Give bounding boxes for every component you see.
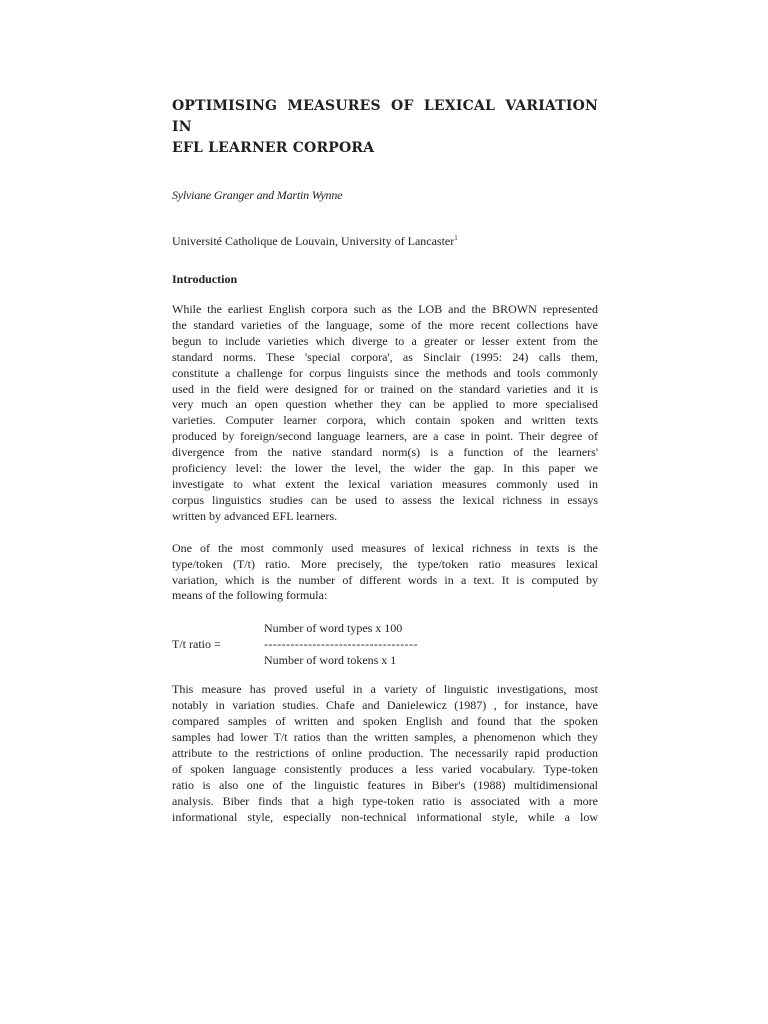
text-line: attribute to the restrictions of online production. The necessarily rapid production [172,745,598,760]
text-line: the standard varieties of the language, some of the more recent collections have [172,317,598,332]
text-line: ratio is also one of the linguistic features in Biber's (1988) multidimensional [172,777,598,792]
text-line: This measure has proved useful in a variety of linguistic investigations, most [172,682,598,697]
text-line: proficiency level: the lower the level, the wider the gap. In this paper we [172,461,598,476]
paragraph-1 [172,302,598,525]
text-line: investigate to what extent the lexical variation measures commonly used in [172,476,598,491]
text-line: While the earliest English corpora such as the LOB and the BROWN represented [172,302,598,316]
text-line: varieties. Computer learner corpora, which contain spoken and written texts [172,413,598,428]
paper-page [172,96,598,841]
formula-numerator: Number of word types x 100 [264,621,403,636]
text-line: very much an open question whether they can be applied to more specialised [172,397,598,412]
footnote-mark: 1 [454,234,458,242]
text-line: One of the most commonly used measures of lexical richness in texts is the [172,540,598,555]
author-list: Sylviane Granger and Martin Wynne [172,188,343,202]
text-line: compared samples of written and spoken English and found that the spoken [172,714,598,729]
text-line: corpus linguistics studies can be used to assess the lexical richness in essays [172,492,598,507]
tt-ratio-formula [172,620,598,668]
section-heading-introduction: Introduction [172,272,238,286]
text-line: begun to include varieties which diverge to a greater or lesser extent from the [172,333,598,348]
text-line: of spoken language consistently produces a less varied vocabulary. Type-token [172,761,598,776]
affiliation [172,233,598,249]
text-line: informational style, especially non-technical informational style, while a low [172,809,598,824]
paragraph-3 [172,682,598,825]
paper-title-line-2: EFL LEARNER CORPORA [172,140,375,156]
text-line: standard norms. These 'special corpora', as Sinclair (1995: 24) calls them, [172,349,598,364]
text-line: analysis. Biber finds that a high type-token ratio is associated with a more [172,793,598,808]
text-line: type/token (T/t) ratio. More precisely, the type/token ratio measures lexical [172,556,598,571]
text-line: notably in variation studies. Chafe and Danielewicz (1987) , for instance, have [172,698,598,713]
text-line: used in the field were designed for or trained on the standard varieties and it is [172,381,598,396]
affiliation-text: Université Catholique de Louvain, University of Lancaster [172,234,455,248]
text-line: constitute a challenge for corpus linguists since the methods and tools commonly [172,365,598,380]
formula-lhs: T/t ratio = [172,637,221,652]
text-line: samples had lower T/t ratios than the written samples, a phenomenon which they [172,730,598,745]
paragraph-2 [172,541,598,605]
text-line: divergence from the native standard norm(s) is a function of the learners' [172,445,598,460]
text-line: produced by foreign/second language learners, are a case in point. Their degree of [172,429,598,444]
text-line: variation, which is the number of different words in a text. It is computed by [172,572,598,587]
paper-title [172,96,598,159]
text-line: means of the following formula: [172,588,328,603]
formula-denominator: Number of word tokens x 1 [264,653,397,668]
text-line: written by advanced EFL learners. [172,508,338,523]
formula-fraction-rule: ----------------------------------- [264,637,418,652]
paper-title-line-1: OPTIMISING MEASURES OF LEXICAL VARIATION IN [172,98,598,135]
